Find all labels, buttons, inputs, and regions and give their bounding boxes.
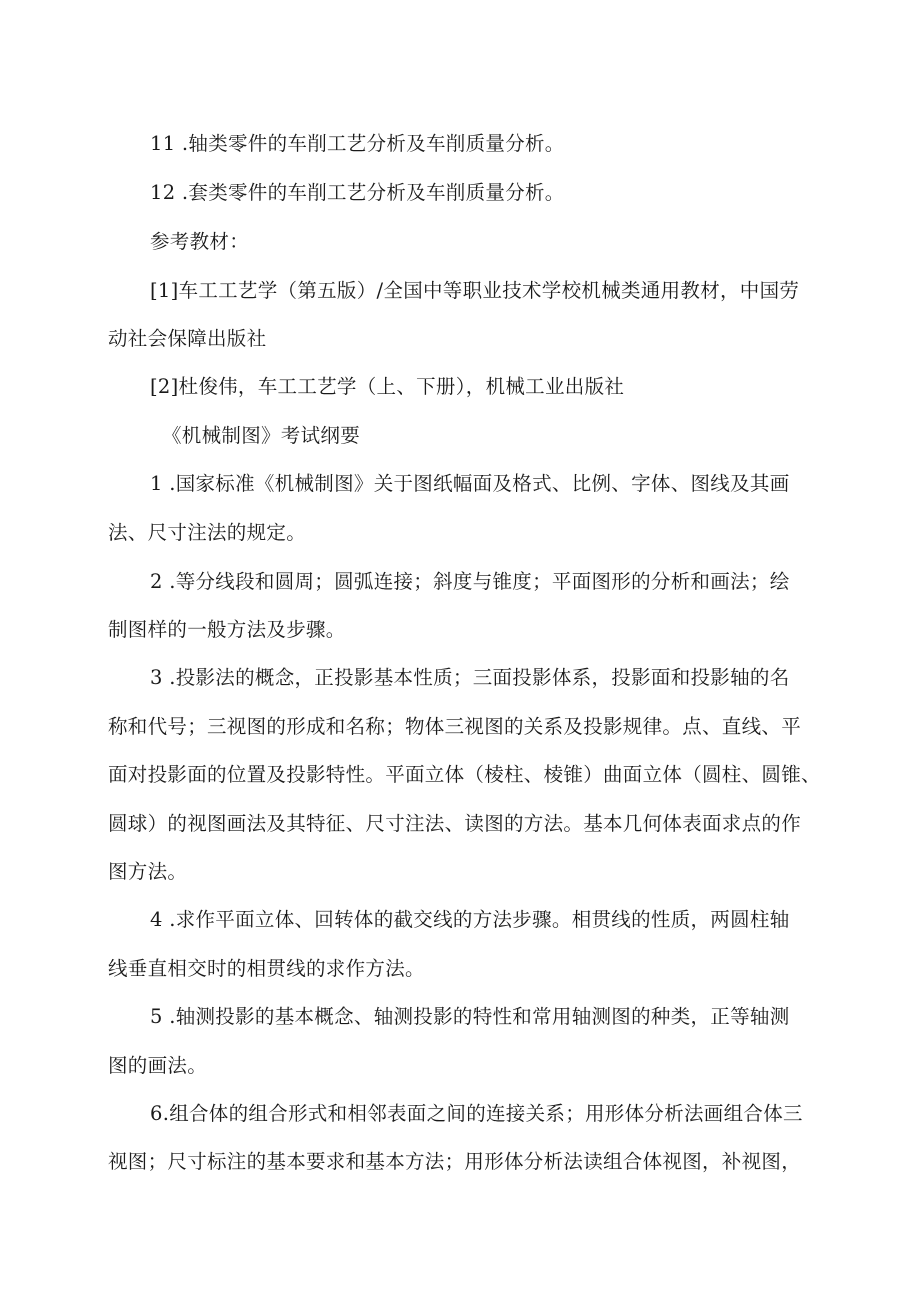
item-5-line-1: 5 .轴测投影的基本概念、轴测投影的特性和常用轴测图的种类，正等轴测	[150, 1005, 790, 1028]
item-4-line-2: 线垂直相交时的相贯线的求作方法。	[108, 957, 425, 980]
item-1-line-1: 1 .国家标准《机械制图》关于图纸幅面及格式、比例、字体、图线及其画	[150, 472, 790, 495]
reference-2-line: [2]杜俊伟，车工工艺学（上、下册），机械工业出版社	[150, 375, 625, 398]
item-4-line-1: 4 .求作平面立体、回转体的截交线的方法步骤。相贯线的性质，两圆柱轴	[150, 908, 790, 931]
item-11-line: 11 .轴类零件的车削工艺分析及车削质量分析。	[150, 132, 565, 155]
item-3-line-1: 3 .投影法的概念，正投影基本性质；三面投影体系，投影面和投影轴的名	[150, 666, 790, 689]
item-3-line-3: 面对投影面的位置及投影特性。平面立体（棱柱、棱锥）曲面立体（圆柱、圆锥、	[108, 763, 821, 786]
item-1-line-2: 法、尺寸注法的规定。	[108, 521, 307, 544]
item-6-line-1: 6.组合体的组合形式和相邻表面之间的连接关系；用形体分析法画组合体三	[150, 1102, 803, 1125]
item-6-line-2: 视图；尺寸标注的基本要求和基本方法；用形体分析法读组合体视图，补视图，	[108, 1150, 802, 1173]
item-12-line: 12 .套类零件的车削工艺分析及车削质量分析。	[150, 181, 565, 204]
reference-heading: 参考教材：	[150, 230, 250, 253]
item-3-line-4: 圆球）的视图画法及其特征、尺寸注法、读图的方法。基本几何体表面求点的作	[108, 812, 802, 835]
item-2-line-1: 2 .等分线段和圆周；圆弧连接；斜度与锥度；平面图形的分析和画法；绘	[150, 570, 790, 593]
item-5-line-2: 图的画法。	[108, 1054, 208, 1077]
reference-1-line-2: 动社会保障出版社	[108, 327, 267, 350]
section-title: 《机械制图》考试纲要	[162, 424, 361, 447]
item-2-line-2: 制图样的一般方法及步骤。	[108, 618, 346, 641]
item-3-line-5: 图方法。	[108, 860, 188, 883]
item-3-line-2: 称和代号；三视图的形成和名称；物体三视图的关系及投影规律。点、直线、平	[108, 715, 802, 738]
reference-1-line-1: [1]车工工艺学（第五版）/全国中等职业技术学校机械类通用教材，中国劳	[150, 279, 800, 302]
